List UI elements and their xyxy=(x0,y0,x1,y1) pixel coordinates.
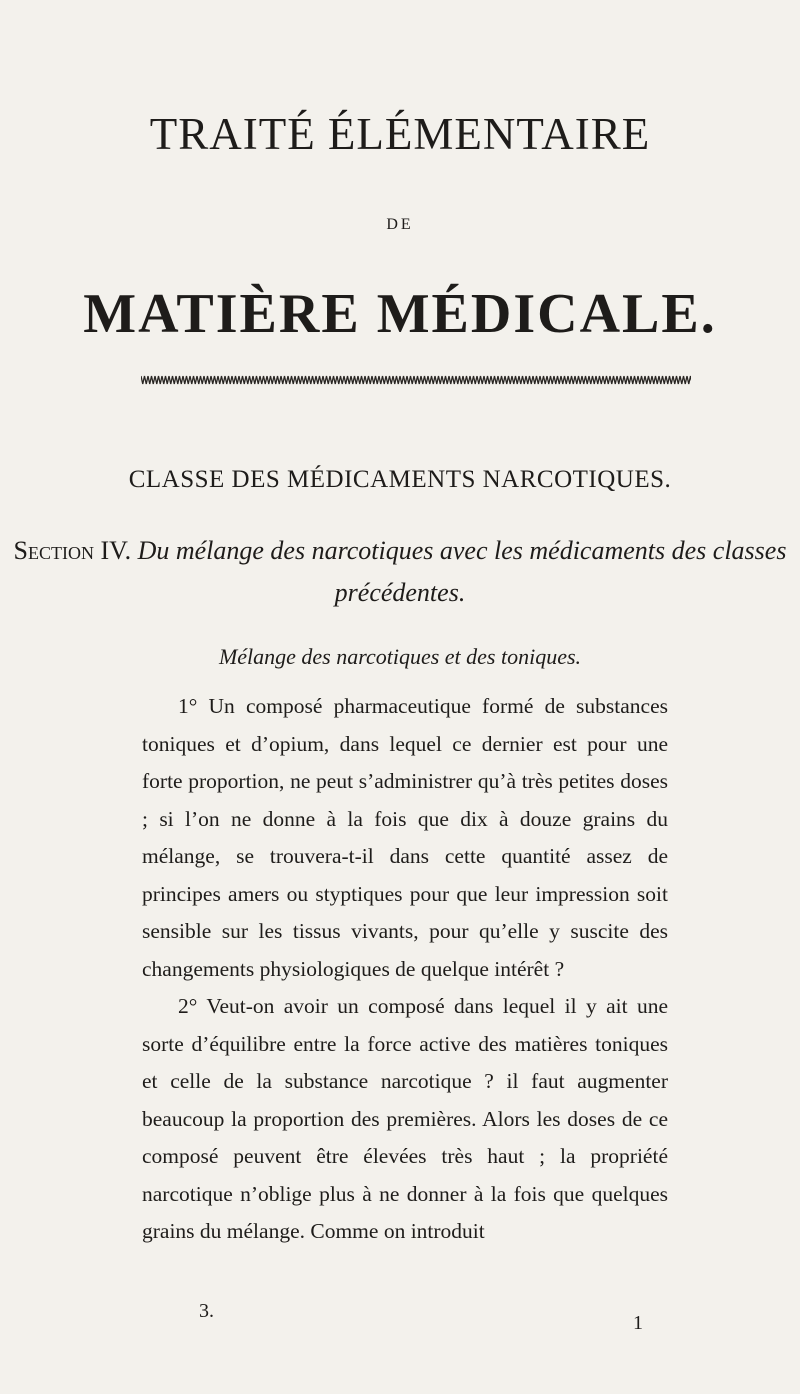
book-title-line2: MATIÈRE MÉDICALE. xyxy=(83,283,717,345)
ornamental-divider xyxy=(141,374,691,386)
subsection-heading: Mélange des narcotiques et des toniques. xyxy=(218,644,582,669)
book-title-line1: TRAITÉ ÉLÉMENTAIRE xyxy=(149,109,651,159)
section-label: Section IV. xyxy=(13,536,132,565)
body-text xyxy=(142,688,668,1251)
section-title xyxy=(0,530,800,614)
book-title-de: DE xyxy=(386,216,414,233)
paragraph-1: 1° Un composé pharmaceutique formé de substances toniques et d’opium, dans lequel ce dernier est pour une forte proportion, ne peut s’administrer qu’à très petites doses ; si l’on ne donne à la fois que dix à douze grains du mélange, se trouvera-t-il dans cette quantité assez de principes amers ou styptiques pour que leur impression soit sensible sur les tissus vivants, pour qu’elle y suscite des changements physiologiques de quelque intérêt ? xyxy=(142,694,668,981)
section-title-text: Du mélange des narcotiques avec les médicaments des classes précédentes. xyxy=(137,536,787,607)
paragraph-2: 2° Veut-on avoir un composé dans lequel il y ait une sorte d’équilibre entre la force active des matières toniques et celle de la substance narcotique ? il faut augmenter beaucoup la proportion des premières. Alors les doses de ce composé peuvent être élevées très haut ; la propriété narcotique n’oblige plus à ne donner à la fois que quelques grains du mélange. Comme on introduit xyxy=(142,994,668,1243)
signature-mark: 3. xyxy=(199,1300,214,1322)
page-number: 1 xyxy=(633,1312,643,1334)
classe-heading: CLASSE DES MÉDICAMENTS NARCOTIQUES. xyxy=(128,466,672,493)
